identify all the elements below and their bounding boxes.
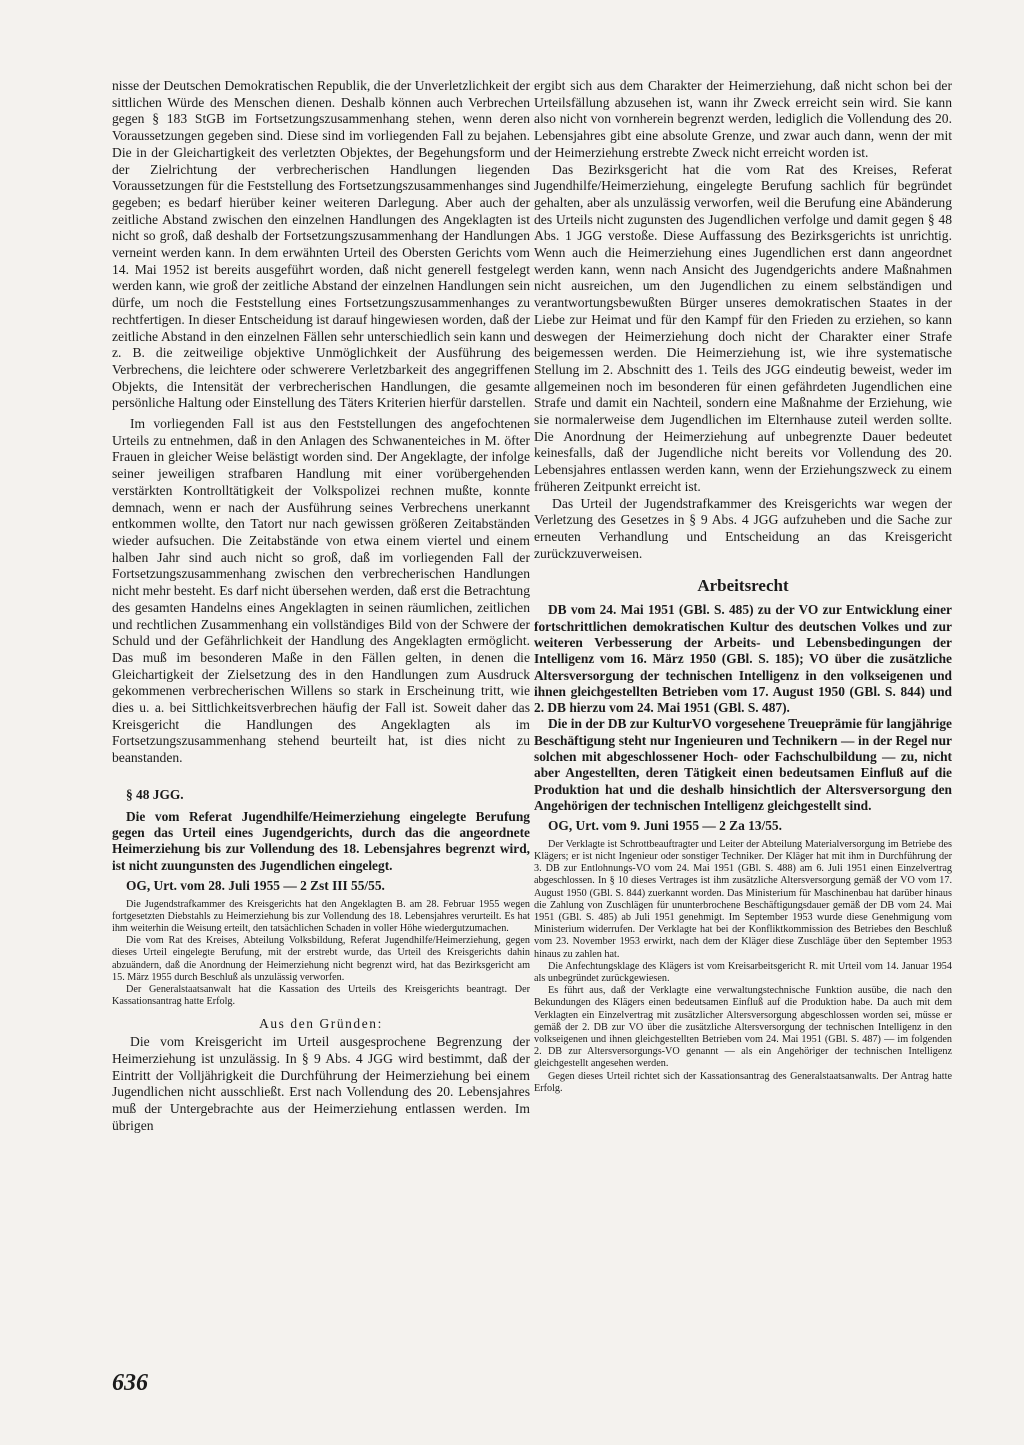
case-citation: OG, Urt. vom 9. Juni 1955 — 2 Za 13/55. bbox=[548, 818, 782, 834]
section-title: Arbeitsrecht bbox=[697, 576, 789, 596]
paragraph: ergibt sich aus dem Charakter der Heimerziehung, daß nicht schon bei der Urteilsfällung abzusehen ist, wann ihr Zweck erreicht sein wird. Sie kann also nicht von vornherein begrenzt werden, lediglich die Vollendung des 20. Lebensjahres gibt eine absolute Grenze, und zwar auch dann, wenn der mit der Heimerziehung erstrebte Zweck nicht erreicht worden ist. bbox=[534, 78, 952, 160]
right-column bbox=[534, 78, 952, 1095]
headnote-summary: Die vom Referat Jugendhilfe/Heimerziehung eingelegte Berufung gegen das Urteil eines Jugendgerichts, durch das die angeordnete Heimerziehung bis zur Vollendung des 18. Lebensjahres begrenzt wird, ist nicht zuungunsten des Jugendlichen eingelegt. bbox=[112, 808, 530, 873]
facts-paragraph: Der Verklagte ist Schrottbeauftragter und Leiter der Abteilung Materialversorgung im Betriebe des Klägers; er ist nicht Ingenieur oder sonstiger Techniker. Der Kläger hat mit ihm in Durchführung der 3. DB zur Entlohnungs-VO vom 24. Mai 1951 (GBl. S. 488) am 6. Juli 1951 einen Einzelvertrag abgeschlossen. In § 10 dieses Vertrages ist ihm zusätzliche Altersversorgung gemäß der VO vom 17. August 1950 (GBl. S. 844) zuerkannt worden. Das Ministerium für Maschinenbau hat darüber hinaus die Zahlung von Zuschlägen für ununterbrochene Beschäftigungsdauer gemäß der DB vom 24. Mai 1951 (GBl. S. 485) ab Juli 1951 genehmigt. Im September 1953 wurde diese Genehmigung vom Ministerium widerrufen. Der Verklagte hat bei der Konfliktkommission des Betriebes den Beschluß vom 23. November 1953 erwirkt, nach dem der Kläger diese Zuschläge über den September 1953 hinaus zu zahlen hat. bbox=[534, 838, 952, 960]
facts-paragraph: Gegen dieses Urteil richtet sich der Kassationsantrag des Generalstaatsanwalts. Der Antrag hatte Erfolg. bbox=[534, 1070, 952, 1094]
facts-paragraph: Die vom Rat des Kreises, Abteilung Volksbildung, Referat Jugendhilfe/Heimerziehung, gegen dieses Urteil eingelegte Berufung, mit der erstrebt wurde, das Urteil des Kreisgerichts dahin abzuändern, daß die Anordnung der Heimerziehung nicht begrenzt wird, hat das Bezirksgericht am 15. März 1955 durch Beschluß als unzulässig verworfen. bbox=[112, 935, 530, 983]
paragraph: Im vorliegenden Fall ist aus den Feststellungen des angefochtenen Urteils zu entnehmen, daß in den Anlagen des Schwanenteiches in M. öfter Frauen in gleicher Weise belästigt worden sind. Der Angeklagte, der infolge seiner jeweiligen strafbaren Handlung mit einer vorübergehenden verstärkten Kontrolltätigkeit der Volkspolizei rechnen mußte, konnte demnach, wenn er nach der Ausführung seines Verbrechens unerkannt entkommen wollte, den Tatort nur nach gewissen größeren Zeitabständen wieder aufsuchen. Die Zeitabstände von etwa einem viertel und einem halben Jahr sind auch nicht so groß, daß im vorliegenden Fall der Fortsetzungszusammenhang zwischen den verbrecherischen Handlungen nicht mehr besteht. Es darf nicht übersehen werden, daß erst die Betrachtung des gesamten Handelns eines Angeklagten in seinen räumlichen, zeitlichen und rechtlichen Zusammenhang ein vollständiges Bild von der Schwere der Schuld und der Gefährlichkeit der Handlung des Angeklagten ermöglicht. Das muß im besonderen Maße in den Fällen gelten, in denen die Gleichartigkeit der Zielsetzung des in den Handlungen zum Ausdruck gekommenen verbrecherischen Willens so stark in Erscheinung tritt, wie dies u. a. bei Sittlichkeitsverbrechen häufig der Fall ist. Soweit daher das Kreisgericht die Handlungen des Angeklagten als im Fortsetzungszusammenhang stehend beurteilt hat, ist dies nicht zu beanstanden. bbox=[112, 416, 530, 766]
paragraph: Das Urteil der Jugendstrafkammer des Kreisgerichts war wegen der Verletzung des Gesetzes in § 9 Abs. 4 JGG aufzuheben und die Sache zur erneuten Verhandlung und Entscheidung an das Kreisgericht zurückzuverweisen. bbox=[534, 495, 952, 561]
case-citation: OG, Urt. vom 28. Juli 1955 — 2 Zst III 55/55. bbox=[126, 878, 385, 894]
headnote-summary: Die in der DB zur KulturVO vorgesehene Treueprämie für langjährige Beschäftigung steht nur Ingenieuren und Technikern — in der Regel nur solchen mit abgeschlossener Hoch- oder Fachschulbildung — zu, nicht aber Angestellten, deren Tätigkeit einen bedeutsamen Einfluß auf die Produktion hat und die deshalb hinsichtlich der Altersversorgung den Angehörigen der technischen Intelligenz gleichgestellt sind. bbox=[534, 716, 952, 813]
section-heading: § 48 JGG. bbox=[126, 786, 184, 802]
paragraph: Das Bezirksgericht hat die vom Rat des Kreises, Referat Jugendhilfe/Heimerziehung, eingelegte Berufung sachlich für begründet gehalten, aber als unzulässig verworfen, weil die Berufung eine Abänderung des Urteils nicht zugunsten des Jugendlichen verfolge und damit gegen § 48 Abs. 1 JGG verstoße. Diese Auffassung des Bezirksgerichts ist unrichtig. Wenn auch die Heimerziehung eines Jugendlichen erst dann angeordnet werden kann, wenn nach Ansicht des Jugendgerichts andere Maßnahmen nicht ausreichen, um den Jugendlichen zu einem selbständigen und verantwortungsbewußten Bürger unseres demokratischen Staates in der Liebe zur Heimat und für den Kampf für den Frieden zu erziehen, so kann deswegen der Heimerziehung doch nicht der Charakter einer Strafe beigemessen werden. Die Heimerziehung ist, wie ihre systematische Stellung im 2. Abschnitt des 1. Teils des JGG eindeutig beweist, weder im allgemeinen noch im besonderen für einen gefährdeten Jugendlichen eine Strafe und damit ein Nachteil, sondern eine Maßnahme der Erziehung, wie sie normalerweise dem Jugendlichen im Elternhause zuteil werden sollte. Die Anordnung der Heimerziehung auf unbegrenzte Dauer bedeutet keinesfalls, daß der Jugendliche nicht bereits vor Vollendung des 20. Lebensjahres entlassen werden kann, wenn der Erziehungszweck zu einem früheren Zeitpunkt erreicht ist. bbox=[534, 161, 952, 494]
facts-paragraph: Es führt aus, daß der Verklagte eine verwaltungstechnische Funktion ausübe, die nach den Bekundungen des Klägers einen bedeutsamen Einfluß auf die Produktion habe. Da auch mit dem Verklagten ein Einzelvertrag mit zusätzlicher Altersversorgung abgeschlossen worden sei, müsse er gemäß der 2. DB zur VO über die zusätzliche Altersversorgung der technischen Intelligenz in den volkseigenen und ihnen gleichgestellten Betrieben vom 24. Mai 1951 (GBl. S. 487) — im folgenden 2. DB zur Altersversorgungs-VO genannt — als ein Angehöriger der technischen Intelligenz gleichgestellt angesehen werden. bbox=[534, 985, 952, 1070]
paragraph: nisse der Deutschen Demokratischen Republik, die der Unverletzlichkeit der sittlichen Würde des Menschen dienen. Deshalb können auch Verbrechen gegen § 183 StGB im Fortsetzungszusammenhang stehen, wenn deren Voraussetzungen gegeben sind. Diese sind im vorliegenden Fall zu bejahen. Die in der Gleichartigkeit des verletzten Objektes, der Begehungsform und der Zielrichtung der verbrecherischen Handlungen liegenden Voraussetzungen für die Feststellung des Fortsetzungszusammenhanges sind gegeben; es bedarf hierüber keiner weiteren Darlegung. Aber auch der zeitliche Abstand zwischen den einzelnen Handlungen des Angeklagten ist nicht so groß, daß deshalb der Fortsetzungszusammenhang der Handlungen verneint werden kann. In dem erwähnten Urteil des Obersten Gerichts vom 14. Mai 1952 ist bereits ausgeführt worden, daß nicht generell festgelegt werden kann, wie groß der zeitliche Abstand der einzelnen Handlungen sein dürfe, um noch die Feststellung eines Fortsetzungszusammenhanges zu rechtfertigen. In dieser Entscheidung ist darauf hingewiesen worden, daß der zeitliche Abstand in den einzelnen Fällen sehr unterschiedlich sein kann und z. B. die zeitweilige objektive Unmöglichkeit der Ausführung des Verbrechens, die leichtere oder schwerere Verletzbarkeit des angegriffenen Objekts, die Intensität der verbrecherischen Handlungen, die gesamte persönliche Haltung oder Einstellung des Täters Kriterien hierfür darstellen. bbox=[112, 78, 530, 411]
paragraph: Die vom Kreisgericht im Urteil ausgesprochene Begrenzung der Heimerziehung ist unzulässig. In § 9 Abs. 4 JGG wird bestimmt, daß der Eintritt der Volljährigkeit die Durchführung der Heimerziehung bei einem Jugendlichen nicht ausschließt. Erst nach Vollendung des 20. Lebensjahres muß der Untergebrachte aus der Heimerziehung entlassen werden. Im übrigen bbox=[112, 1034, 530, 1133]
facts-paragraph: Die Jugendstrafkammer des Kreisgerichts hat den Angeklagten B. am 28. Februar 1955 wegen fortgesetzten Diebstahls zu Heimerziehung bis zur Vollendung des 18. Lebensjahres verurteilt. Es hat ihm weiterhin die Weisung erteilt, den tatsächlichen Schaden in voller Höhe wiedergutzumachen. bbox=[112, 898, 530, 934]
headnote-summary: DB vom 24. Mai 1951 (GBl. S. 485) zu der VO zur Entwicklung einer fortschrittlichen demokratischen Kultur des deutschen Volkes und zur weiteren Verbesserung der Arbeits- und Lebensbedingungen der Intelligenz vom 16. März 1950 (GBl. S. 185); VO über die zusätzliche Altersversorgung der technischen Intelligenz in den volkseigenen und ihnen gleichgestellten Betrieben vom 17. August 1950 (GBl. S. 844) und 2. DB hierzu vom 24. Mai 1951 (GBl. S. 487). bbox=[534, 602, 952, 716]
facts-paragraph: Der Generalstaatsanwalt hat die Kassation des Urteils des Kreisgerichts beantragt. Der Kassationsantrag hatte Erfolg. bbox=[112, 983, 530, 1008]
left-column bbox=[112, 78, 530, 1135]
reasons-heading: Aus den Gründen: bbox=[259, 1016, 383, 1032]
page-number: 636 bbox=[112, 1370, 148, 1396]
facts-paragraph: Die Anfechtungsklage des Klägers ist vom Kreisarbeitsgericht R. mit Urteil vom 14. Januar 1954 als unbegründet zurückgewiesen. bbox=[534, 960, 952, 984]
